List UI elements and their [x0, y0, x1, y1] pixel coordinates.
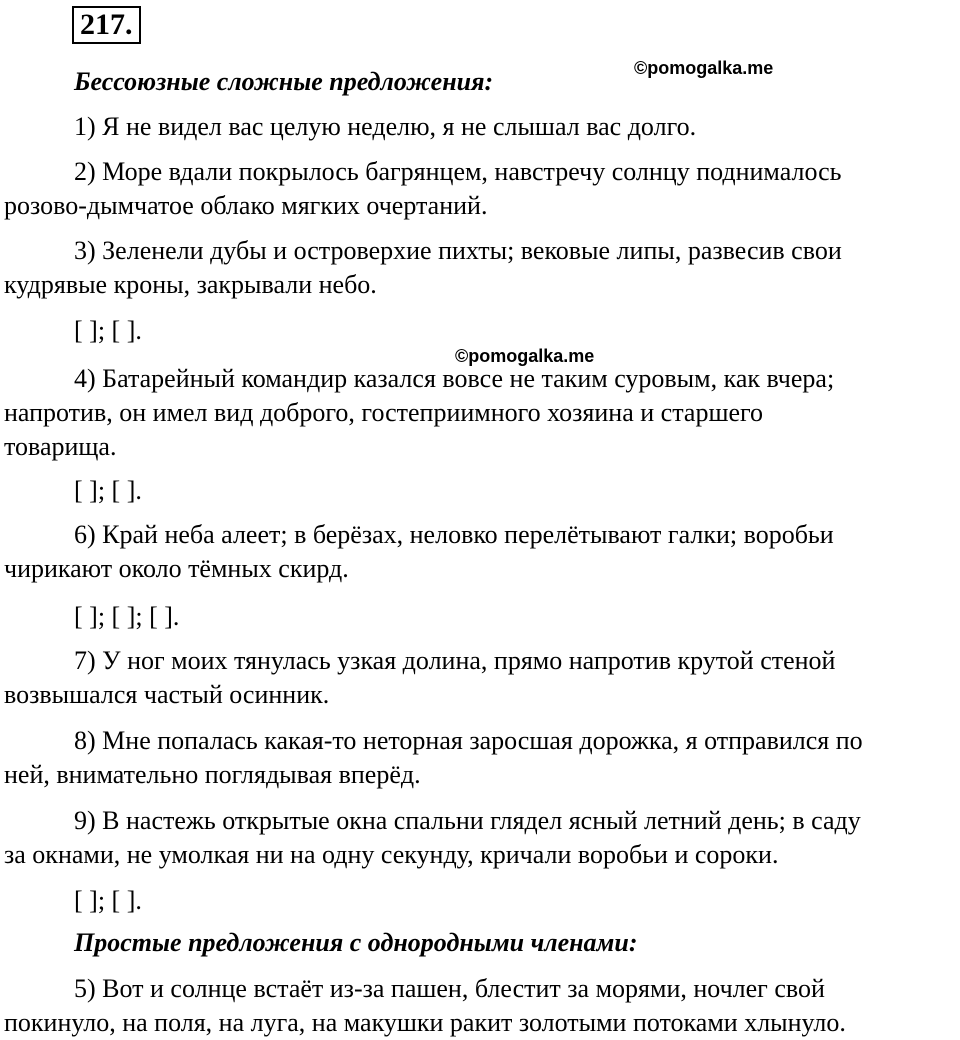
scheme-sentence-4: [ ]; [ ]. — [74, 476, 142, 505]
sentence-3: 3) Зеленели дубы и островерхие пихты; вековые липы, развесив свои кудрявые кроны, закрывали небо. — [4, 236, 842, 299]
sentence-8: 8) Мне попалась какая-то неторная заросшая дорожка, я отправился по ней, внимательно поглядывая вперёд. — [4, 726, 863, 789]
exercise-number: 217. — [72, 6, 141, 44]
watermark-top: ©pomogalka.me — [634, 58, 774, 78]
sentence-4: 4) Батарейный командир казался вовсе не таким суровым, как вчера; напротив, он имел вид доброго, гостеприимного хозяина и старшего товарища. — [4, 364, 835, 461]
scheme-sentence-6: [ ]; [ ]; [ ]. — [74, 602, 180, 631]
scheme-sentence-3: [ ]; [ ]. — [74, 316, 142, 345]
sentence-2: 2) Море вдали покрылось багрянцем, навстречу солнцу поднималось розово-дымчатое облако мягких очертаний. — [4, 157, 842, 220]
heading-asyndetic: Бессоюзные сложные предложения: — [74, 67, 494, 96]
sentence-5: 5) Вот и солнце встаёт из-за пашен, блестит за морями, ночлег свой покинуло, на поля, на луга, на макушки ракит золотыми потоками хлынуло. — [4, 974, 846, 1037]
sentence-9: 9) В настежь открытые окна спальни глядел ясный летний день; в саду за окнами, не умолкая ни на одну секунду, кричали воробьи и сороки. — [4, 806, 861, 869]
heading-homogeneous: Простые предложения с однородными членами: — [74, 928, 638, 957]
watermark-middle: ©pomogalka.me — [455, 346, 595, 366]
sentence-1: 1) Я не видел вас целую неделю, я не слышал вас долго. — [74, 112, 697, 141]
sentence-6: 6) Край неба алеет; в берёзах, неловко перелётывают галки; воробьи чирикают около тёмных скирд. — [4, 520, 834, 583]
scheme-sentence-9: [ ]; [ ]. — [74, 886, 142, 915]
sentence-7: 7) У ног моих тянулась узкая долина, прямо напротив крутой стеной возвышался частый осинник. — [4, 646, 836, 709]
